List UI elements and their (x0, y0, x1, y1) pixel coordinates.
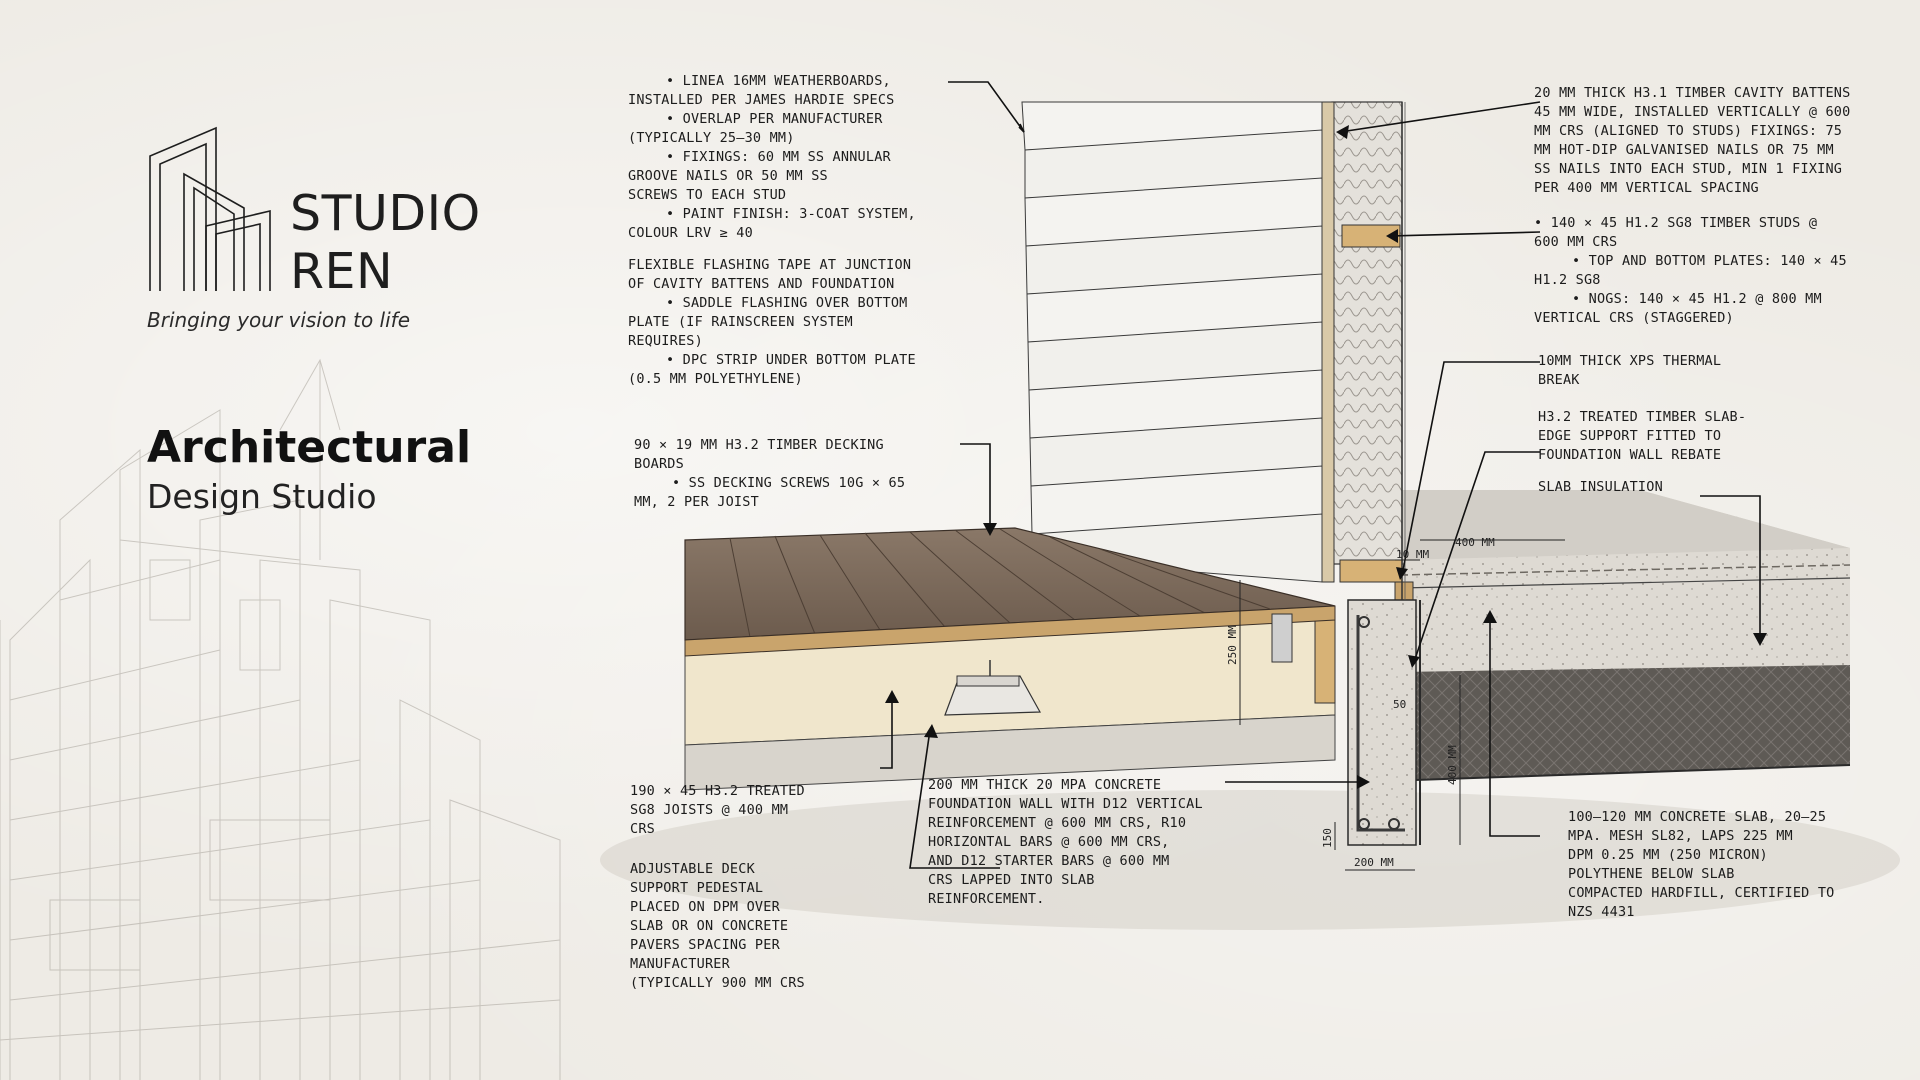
hardfill-layer (1415, 665, 1850, 780)
note-line: MPA. MESH SL82, LAPS 225 MM (1568, 828, 1793, 844)
note-line: • SADDLE FLASHING OVER BOTTOM (666, 295, 908, 311)
note-slab-insulation (1538, 478, 1663, 497)
note-line: 600 MM CRS (1534, 234, 1618, 250)
note-line: SUPPORT PEDESTAL (630, 880, 764, 896)
note-line: CRS (630, 821, 655, 837)
note-flashing (628, 256, 916, 389)
note-line: 200 MM THICK 20 MPA CONCRETE (928, 777, 1162, 793)
note-line: BREAK (1538, 372, 1580, 388)
note-line: • OVERLAP PER MANUFACTURER (666, 111, 883, 127)
note-line: COLOUR LRV ≥ 40 (628, 225, 753, 241)
note-line: PLACED ON DPM OVER (630, 899, 780, 915)
note-line: • PAINT FINISH: 3-COAT SYSTEM, (666, 206, 916, 222)
slab-top-surface (1400, 490, 1850, 560)
note-line: SCREWS TO EACH STUD (628, 187, 787, 203)
note-cavity-battens (1534, 84, 1850, 198)
note-line: REINFORCEMENT @ 600 MM CRS, R10 (928, 815, 1187, 831)
bottom-plate (1340, 560, 1402, 582)
note-line: FOUNDATION WALL WITH D12 VERTICAL (928, 796, 1203, 812)
note-line: COMPACTED HARDFILL, CERTIFIED TO (1568, 885, 1835, 901)
note-line: • DPC STRIP UNDER BOTTOM PLATE (666, 352, 916, 368)
note-line: • FIXINGS: 60 MM SS ANNULAR (666, 149, 891, 165)
note-line: (TYPICALLY 25–30 MM) (628, 130, 795, 146)
note-line: • TOP AND BOTTOM PLATES: 140 × 45 (1572, 253, 1847, 269)
note-line: 190 × 45 H3.2 TREATED (630, 783, 805, 799)
note-line: HORIZONTAL BARS @ 600 MM CRS, (928, 834, 1170, 850)
note-line: 45 MM WIDE, INSTALLED VERTICALLY @ 600 (1534, 104, 1851, 120)
note-line: POLYTHENE BELOW SLAB (1568, 866, 1735, 882)
note-line: SS NAILS INTO EACH STUD, MIN 1 FIXING (1534, 161, 1843, 177)
boundary-joist (1315, 608, 1335, 703)
dim-wall-width: 200 mm (1354, 856, 1394, 869)
note-line: AND D12 STARTER BARS @ 600 MM (928, 853, 1170, 869)
note-line: MM CRS (ALIGNED TO STUDS) FIXINGS: 75 (1534, 123, 1843, 139)
note-line: • LINEA 16MM WEATHERBOARDS, (666, 73, 891, 89)
note-line: ADJUSTABLE DECK (630, 861, 755, 877)
dim-rebate: 50 (1393, 698, 1407, 711)
note-line: GROOVE NAILS OR 50 MM SS (628, 168, 828, 184)
dim-footing-height: 150 (1321, 828, 1334, 848)
page-heading: Architectural (147, 422, 472, 473)
note-line: SLAB OR ON CONCRETE (630, 918, 789, 934)
note-line: • NOGS: 140 × 45 H1.2 @ 800 MM (1572, 291, 1822, 307)
note-line: (0.5 MM POLYETHYLENE) (628, 371, 803, 387)
brand-tagline: Bringing your vision to life (147, 308, 411, 332)
note-line: NZS 4431 (1568, 904, 1635, 920)
note-line: MANUFACTURER (630, 956, 730, 972)
dim-joist-depth: 250 mm (1226, 625, 1239, 665)
note-line: CRS LAPPED INTO SLAB (928, 872, 1095, 888)
note-concrete-slab (1568, 808, 1835, 922)
note-line: DPM 0.25 MM (250 MICRON) (1568, 847, 1768, 863)
note-line: 20 MM THICK H3.1 TIMBER CAVITY BATTENS (1534, 85, 1851, 101)
note-line: MM, 2 PER JOIST (634, 494, 759, 510)
note-line: REQUIRES) (628, 333, 703, 349)
note-line: • 140 × 45 H1.2 SG8 TIMBER STUDS @ (1534, 215, 1818, 231)
note-line: SLAB INSULATION (1538, 479, 1663, 495)
note-studs (1534, 214, 1847, 328)
note-line: 10MM THICK XPS THERMAL (1538, 353, 1722, 369)
note-line: REINFORCEMENT. (928, 891, 1045, 907)
note-line: (TYPICALLY 900 MM CRS (630, 975, 805, 991)
note-line: EDGE SUPPORT FITTED TO (1538, 428, 1722, 444)
note-line: PER 400 MM VERTICAL SPACING (1534, 180, 1759, 196)
brand-name-line1: STUDIO (290, 185, 481, 242)
note-line: H1.2 SG8 (1534, 272, 1601, 288)
note-thermal-break (1538, 352, 1721, 390)
note-line: FOUNDATION WALL REBATE (1538, 447, 1722, 463)
note-line: • SS DECKING SCREWS 10G × 65 (672, 475, 906, 491)
note-line: H3.2 TREATED TIMBER SLAB- (1538, 409, 1747, 425)
wall-insulation-cavity (1332, 102, 1402, 564)
note-line: FLEXIBLE FLASHING TAPE AT JUNCTION (628, 257, 912, 273)
dim-wall-depth: 400 mm (1446, 745, 1459, 785)
note-line: OF CAVITY BATTENS AND FOUNDATION (628, 276, 895, 292)
note-line: BOARDS (634, 456, 684, 472)
note-line: SG8 JOISTS @ 400 MM (630, 802, 789, 818)
note-line: 100–120 MM CONCRETE SLAB, 20–25 (1568, 809, 1827, 825)
note-decking (634, 436, 905, 512)
note-weatherboards (628, 72, 916, 243)
note-line: INSTALLED PER JAMES HARDIE SPECS (628, 92, 895, 108)
note-line: PLATE (IF RAINSCREEN SYSTEM (628, 314, 853, 330)
dim-insulation-width: 400 mm (1455, 536, 1495, 549)
cavity-batten (1322, 102, 1334, 582)
note-line: PAVERS SPACING PER (630, 937, 780, 953)
note-slab-edge-support (1538, 408, 1746, 465)
dim-edge-gap: 10 mm (1396, 548, 1430, 561)
note-foundation-wall (928, 776, 1203, 909)
note-joists (630, 782, 805, 839)
note-pedestal (630, 860, 805, 993)
note-line: 90 × 19 MM H3.2 TIMBER DECKING (634, 437, 884, 453)
brand-name-line2: REN (290, 243, 394, 300)
note-line: VERTICAL CRS (STAGGERED) (1534, 310, 1734, 326)
note-line: MM HOT-DIP GALVANISED NAILS OR 75 MM (1534, 142, 1834, 158)
weatherboards (1022, 102, 1322, 582)
page-subheading: Design Studio (147, 477, 377, 516)
joist-hanger (1272, 614, 1292, 662)
